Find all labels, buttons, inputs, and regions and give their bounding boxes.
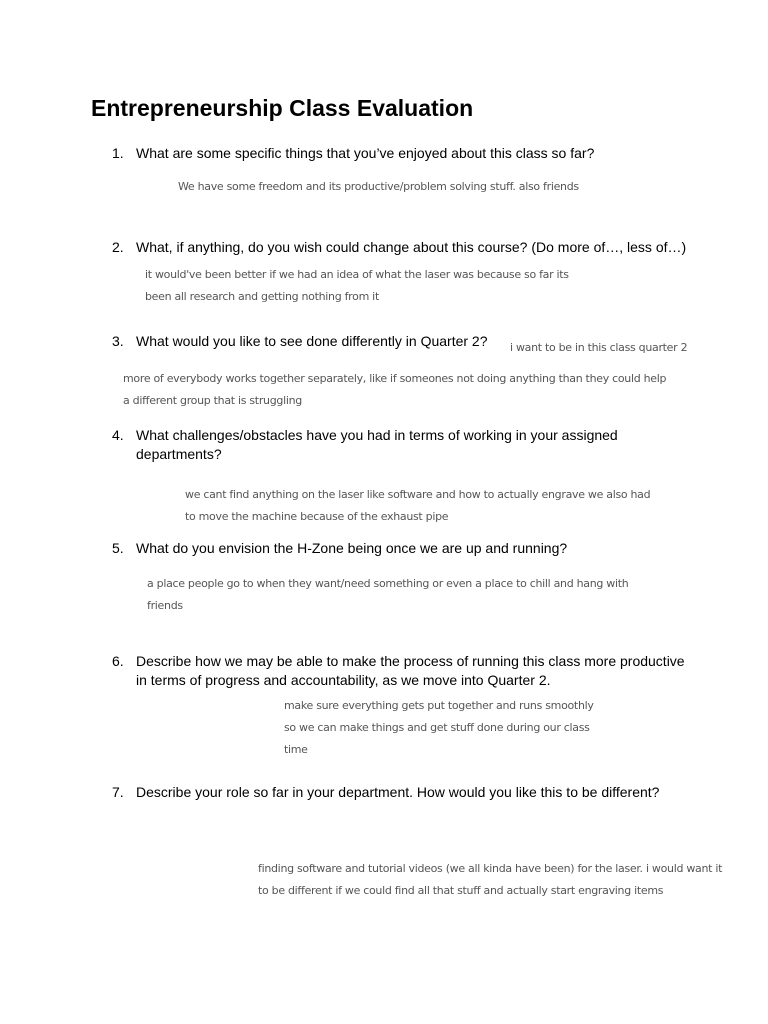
question-number: 7. [112, 784, 124, 800]
question-text-line-2: in terms of progress and accountability, as we move into Quarter 2. [136, 672, 551, 688]
question-text: What do you envision the H-Zone being once we are up and running? [136, 540, 568, 556]
question-number: 2. [112, 239, 124, 255]
question-text-line-1: What challenges/obstacles have you had in terms of working in your assigned [136, 427, 618, 443]
answer-3-side: i want to be in this class quarter 2 [510, 341, 688, 354]
question-text: What, if anything, do you wish could change about this course? (Do more of…, less of…) [136, 239, 687, 255]
answer-7-line-1: finding software and tutorial videos (we all kinda have been) for the laser. i would want it [258, 862, 723, 875]
question-text-line-2: departments? [136, 446, 222, 462]
answer-4-line-1: we cant find anything on the laser like software and how to actually engrave we also had [185, 488, 651, 501]
answer-6-line-2: so we can make things and get stuff done during our class [284, 721, 590, 734]
answer-5-line-2: friends [147, 599, 183, 612]
answer-5-line-1: a place people go to when they want/need something or even a place to chill and hang with [147, 577, 629, 590]
answer-3-line-1: more of everybody works together separately, like if someones not doing anything than they could help [123, 372, 667, 385]
question-text: Describe your role so far in your department. How would you like this to be different? [136, 784, 660, 800]
answer-2-line-2: been all research and getting nothing from it [145, 290, 379, 303]
answer-4-line-2: to move the machine because of the exhaust pipe [185, 510, 449, 523]
question-text: What are some specific things that you’ve enjoyed about this class so far? [136, 145, 595, 161]
question-text-line-1: Describe how we may be able to make the process of running this class more productive [136, 653, 685, 669]
answer-7-line-2: to be different if we could find all that stuff and actually start engraving items [258, 884, 664, 897]
answer-6-line-3: time [284, 743, 308, 756]
answer-1-line-1: We have some freedom and its productive/problem solving stuff. also friends [178, 180, 579, 193]
answer-2-line-1: it would've been better if we had an idea of what the laser was because so far its [145, 268, 569, 281]
question-number: 6. [112, 653, 124, 669]
document-title: Entrepreneurship Class Evaluation [91, 95, 474, 121]
question-number: 5. [112, 540, 124, 556]
question-number: 1. [112, 145, 124, 161]
answer-3-line-2: a different group that is struggling [123, 394, 302, 407]
question-text: What would you like to see done differently in Quarter 2? [136, 333, 488, 349]
answer-6-line-1: make sure everything gets put together and runs smoothly [284, 699, 594, 712]
question-number: 4. [112, 427, 124, 443]
question-number: 3. [112, 333, 124, 349]
